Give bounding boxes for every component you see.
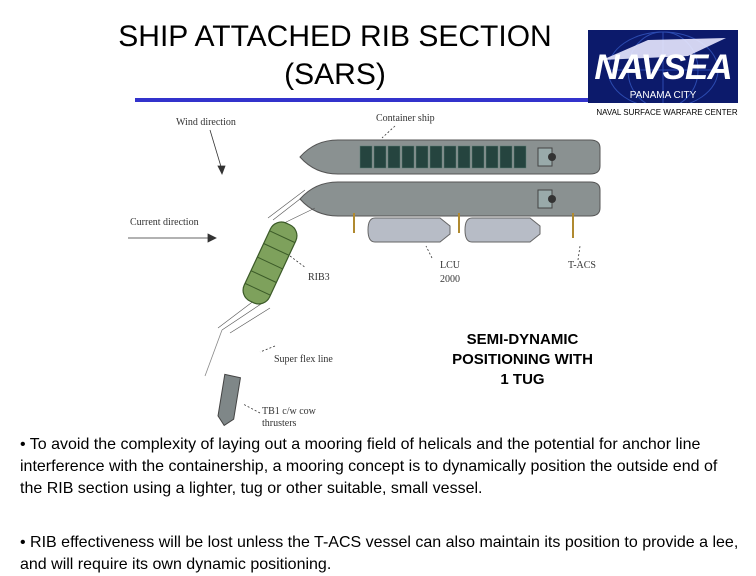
tug-label: TB1 c/w cow	[262, 406, 316, 417]
tacs-label: T-ACS	[568, 260, 596, 271]
caption-line-1: SEMI-DYNAMIC	[466, 331, 579, 348]
lcu-label: LCU	[440, 260, 460, 271]
rib-section	[239, 218, 301, 308]
title-underline	[135, 98, 590, 102]
wind-direction-label: Wind direction	[176, 117, 236, 128]
super-flex-line	[205, 330, 222, 376]
container-ship-upper	[300, 140, 600, 174]
logo-wordmark: NAVSEA	[594, 48, 732, 87]
tug-boat	[214, 374, 242, 427]
super-flex-line-label: Super flex line	[274, 354, 333, 365]
slide-title	[60, 18, 610, 94]
current-direction-label: Current direction	[130, 217, 199, 228]
organization-name: NAVAL SURFACE WARFARE CENTER	[596, 108, 738, 117]
title-line-1: SHIP ATTACHED RIB SECTION	[118, 20, 552, 53]
rib-label: RIB3	[308, 272, 330, 283]
title-line-2: (SARS)	[284, 58, 386, 91]
bullet-point-2: • RIB effectiveness will be lost unless the T-ACS vessel can also maintain its position to provide a lee, and will require its own dynamic positioning.	[20, 534, 739, 573]
caption-line-2: POSITIONING WITH	[452, 351, 593, 368]
lcu-number-label: 2000	[440, 274, 460, 285]
logo-location: PANAMA CITY	[629, 90, 697, 101]
lcu-vessel	[368, 218, 450, 242]
caption-line-3: 1 TUG	[500, 371, 545, 388]
tacs-vessel	[465, 218, 540, 242]
bullet-point-1: • To avoid the complexity of laying out a mooring field of helicals and the potential for anchor line interference with the containership, a mooring concept is to dynamically position the outside end of the RIB section using a lighter, tug or other suitable, small vessel.	[20, 436, 718, 497]
navsea-logo	[588, 30, 738, 103]
tug-label-2: thrusters	[262, 418, 297, 429]
container-ship-lower	[300, 182, 600, 216]
container-ship-label: Container ship	[376, 113, 435, 124]
diagram-caption	[420, 330, 625, 390]
